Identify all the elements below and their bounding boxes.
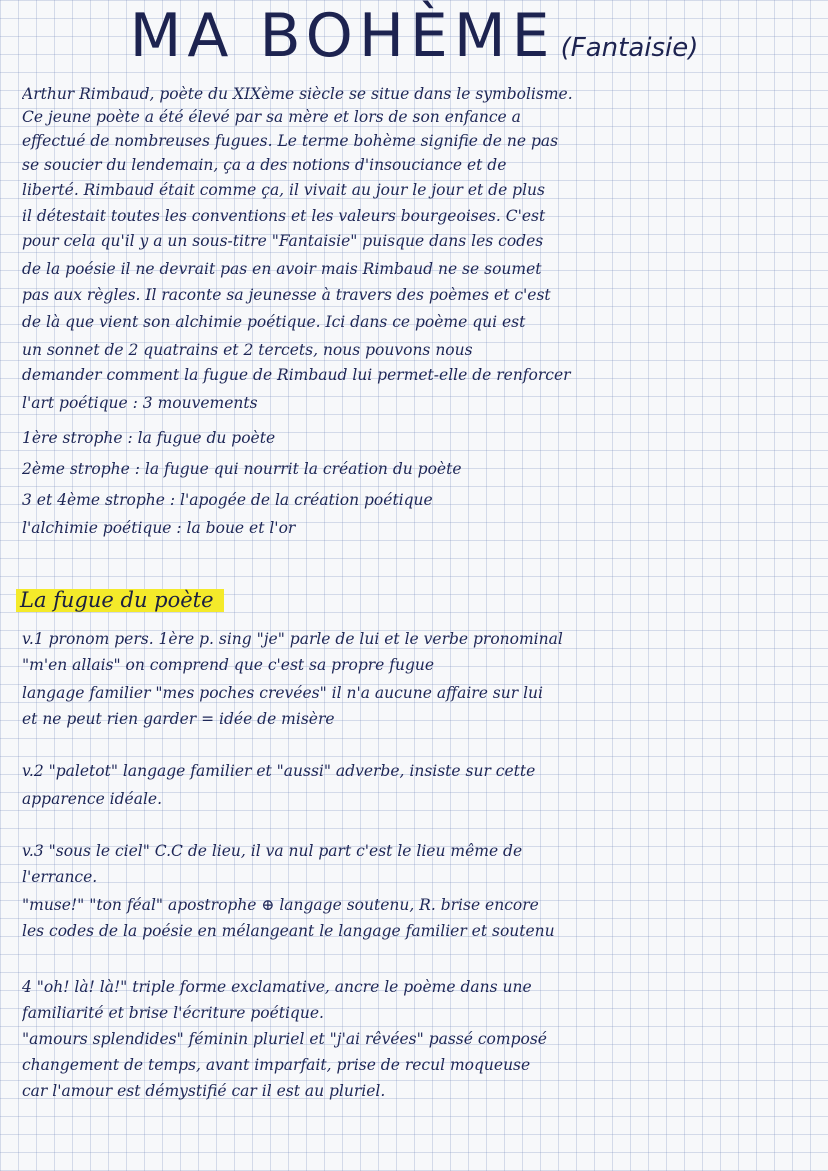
analysis-line: apparence idéale. bbox=[22, 790, 163, 808]
title-subtitle: (Fantaisie) bbox=[560, 33, 699, 63]
page-title bbox=[0, 0, 828, 87]
analysis-line: "amours splendides" féminin pluriel et "j'ai rêvées" passé composé bbox=[22, 1030, 547, 1048]
intro-line: Arthur Rimbaud, poète du XIXème siècle se situe dans le symbolisme. bbox=[22, 85, 573, 103]
title-main: MA BOHÈME bbox=[129, 1, 556, 71]
section-heading: La fugue du poète bbox=[16, 583, 224, 617]
analysis-line: 4 "oh! là! là!" triple forme exclamative, ancre le poème dans une bbox=[22, 978, 532, 996]
intro-line: 3 et 4ème strophe : l'apogée de la création poétique bbox=[22, 491, 433, 509]
intro-line: liberté. Rimbaud était comme ça, il vivait au jour le jour et de plus bbox=[22, 181, 545, 199]
analysis-line: "m'en allais" on comprend que c'est sa propre fugue bbox=[22, 656, 435, 674]
intro-line: pas aux règles. Il raconte sa jeunesse à travers des poèmes et c'est bbox=[22, 286, 551, 304]
analysis-line: changement de temps, avant imparfait, prise de recul moqueuse bbox=[22, 1056, 531, 1074]
intro-line: Ce jeune poète a été élevé par sa mère et lors de son enfance a bbox=[22, 108, 521, 126]
analysis-line: v.3 "sous le ciel" C.C de lieu, il va nul part c'est le lieu même de bbox=[22, 842, 523, 860]
analysis-line: et ne peut rien garder = idée de misère bbox=[22, 710, 335, 728]
analysis-line: "muse!" "ton féal" apostrophe ⊕ langage soutenu, R. brise encore bbox=[22, 896, 539, 914]
intro-line: il détestait toutes les conventions et les valeurs bourgeoises. C'est bbox=[22, 207, 546, 225]
analysis-line: car l'amour est démystifié car il est au pluriel. bbox=[22, 1082, 386, 1100]
intro-line: l'art poétique : 3 mouvements bbox=[22, 394, 258, 412]
intro-line: demander comment la fugue de Rimbaud lui permet-elle de renforcer bbox=[22, 366, 571, 384]
intro-line: effectué de nombreuses fugues. Le terme bohème signifie de ne pas bbox=[22, 132, 559, 150]
intro-line: 2ème strophe : la fugue qui nourrit la création du poète bbox=[22, 460, 462, 478]
analysis-line: l'errance. bbox=[22, 868, 98, 886]
analysis-line: familiarité et brise l'écriture poétique. bbox=[22, 1004, 324, 1022]
intro-line: de la poésie il ne devrait pas en avoir mais Rimbaud ne se soumet bbox=[22, 260, 542, 278]
intro-line: l'alchimie poétique : la boue et l'or bbox=[22, 519, 296, 537]
intro-line: pour cela qu'il y a un sous-titre "Fantaisie" puisque dans les codes bbox=[22, 232, 544, 250]
analysis-line: v.2 "paletot" langage familier et "aussi" adverbe, insiste sur cette bbox=[22, 762, 536, 780]
analysis-line: langage familier "mes poches crevées" il n'a aucune affaire sur lui bbox=[22, 684, 543, 702]
intro-line: de là que vient son alchimie poétique. Ici dans ce poème qui est bbox=[22, 313, 526, 331]
intro-line: 1ère strophe : la fugue du poète bbox=[22, 429, 276, 447]
intro-line: se soucier du lendemain, ça a des notions d'insouciance et de bbox=[22, 156, 507, 174]
analysis-line: les codes de la poésie en mélangeant le langage familier et soutenu bbox=[22, 922, 555, 940]
analysis-line: v.1 pronom pers. 1ère p. sing "je" parle de lui et le verbe pronominal bbox=[22, 630, 563, 648]
intro-line: un sonnet de 2 quatrains et 2 tercets, nous pouvons nous bbox=[22, 341, 473, 359]
